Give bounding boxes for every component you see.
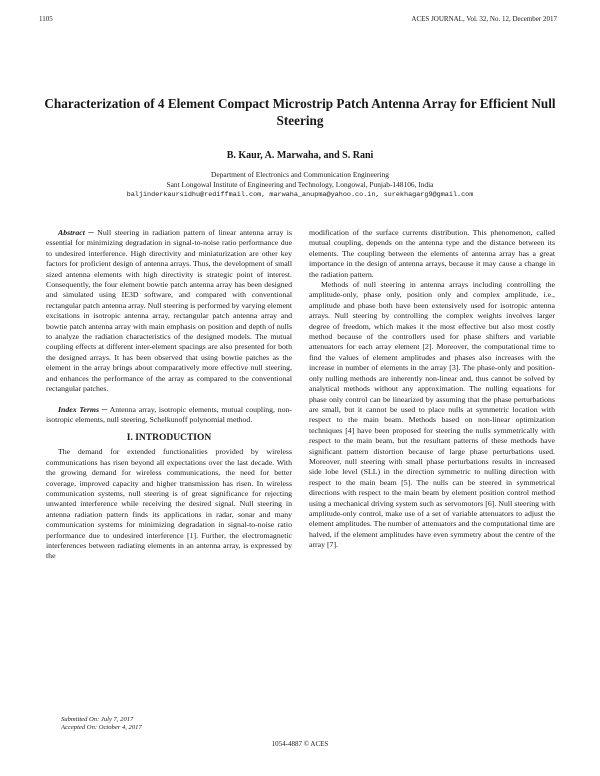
affiliation-block (40, 170, 560, 200)
department: Department of Electronics and Communication Engineering (211, 170, 389, 179)
email-list: baljinderkaursidhu@rediffmail.com, marwaha_anupma@yahoo.co.in, surekhagarg9@gmail.com (126, 191, 474, 199)
right-paragraph-2: Methods of null steering in antenna arrays including controlling the amplitude-only, phase only, position only and complex amplitude, i.e., amplitude and phase both have been extensively used for isotropic antenna arrays. Null steering by controlling the complex weights involves larger degree of freedom, which makes it the most effective but also most costly method because of the controllers used for phase shifters and variable attenuators for each array element [2]. Moreover, the computational time to find the values of element amplitudes and phases also increases with the increase in number of elements in the array [3]. The phase-only and position-only nulling methods are inherently non-linear and, thus cannot be solved by analytical methods without any approximation. The nulling equations for phase only control can be linearized by assuming that the phase perturbations are small, but it cannot be used to place nulls at symmetric location with respect to the main beam. Methods based on non-linear optimization techniques [4] have been proposed for steering the nulls symmetrically with respect to the main beam, but the resultant patterns of these methods have significant pattern distortion because of large phase perturbations used. Moreover, null steering with small phase perturbations results in increased side lobe level (SLL) in the direction symmetric to nulling direction with respect to the main beam [5]. The nulls can be steered in symmetrical directions with respect to the main beam by element position control method using a mechanical driving system such as servomotors [6]. Null steering with amplitude-only control, make use of a set of variable attenuators to adjust the element amplitudes. The number of attenuators and the computational time are halved, if the element amplitudes have even symmetry about the centre of the array [7]. (309, 280, 555, 550)
paper-title: Characterization of 4 Element Compact Microstrip Patch Antenna Array for Efficient Null Steering (44, 96, 556, 128)
submitted-date: Submitted On: July 7, 2017 (61, 716, 134, 723)
index-terms-text: ─ Antenna array, isotropic elements, mutual coupling, non-isotropic elements, null steering, Schelkunoff polynomial method. (46, 404, 293, 424)
left-column (46, 228, 292, 562)
section-heading-introduction: I. INTRODUCTION (126, 433, 212, 444)
right-paragraph-1: modification of the surface currents distribution. This phenomenon, called mutual coupling, depends on the antenna type and the distance between its elements. The coupling between the elements of antenna array has a great importance in the design of antenna arrays, because it may cause a change in the radiation pattern. (309, 228, 555, 279)
index-terms-label: Index Terms (58, 404, 100, 414)
institute: Sant Longowal Institute of Engineering and Technology, Longowal, Punjab-148106, India (166, 180, 434, 189)
page-number: 1105 (39, 15, 53, 23)
author-list: B. Kaur, A. Marwaha, and S. Rani (226, 150, 374, 161)
submission-info (61, 716, 142, 732)
abstract-label: Abstract (58, 228, 85, 237)
abstract (46, 228, 292, 395)
right-column (309, 228, 555, 551)
abstract-text: ─ Null steering in radiation pattern of linear antenna array is essential for minimizing degradation in signal-to-noise ratio performance due to undesired interference. High directivity and miniaturization are other key factors for proficient design of antenna arrays. Thus, the development of small sized antenna elements with high directivity is strategic point of interest. Consequently, the four element bowtie patch antenna array has been designed and simulated using IE3D software, and compared with conventional rectangular patch antenna array. Null steering is performed by varying element excitations in isotropic antenna array, rectangular patch antenna array and bowtie patch antenna array with main emphasis on position and depth of nulls to analyze the radiation characteristics of the designed models. The mutual coupling effects at different inter-element spacings are also presented for both the designed arrays. It has been observed that using bowtie patches as the element in the array brings about comparatively more effective null steering, and enhances the performance of the array as compared to the conventional rectangular patches. (46, 228, 292, 394)
accepted-date: Accepted On: October 4, 2017 (61, 724, 142, 731)
index-terms (46, 405, 292, 426)
journal-header: ACES JOURNAL, Vol. 32, No. 12, December 2017 (411, 15, 557, 23)
intro-paragraph: The demand for extended functionalities provided by wireless communications has risen beyond all expectations over the last decade. With the growing demand for wireless communications, the need for better coverage, improved capacity and higher transmission has risen. In wireless communication systems, null steering is of great significance for rejecting unwanted interference while receiving the desired signal. Null steering in antenna radiation pattern finds its applications in radar, sonar and many communication systems for minimizing degradation in signal-to-noise ratio performance due to undesired interference [1]. Further, the electromagnetic interferences between radiating elements in an antenna array, is expressed by the (46, 447, 292, 561)
issn-footer: 1054-4887 © ACES (271, 740, 329, 748)
